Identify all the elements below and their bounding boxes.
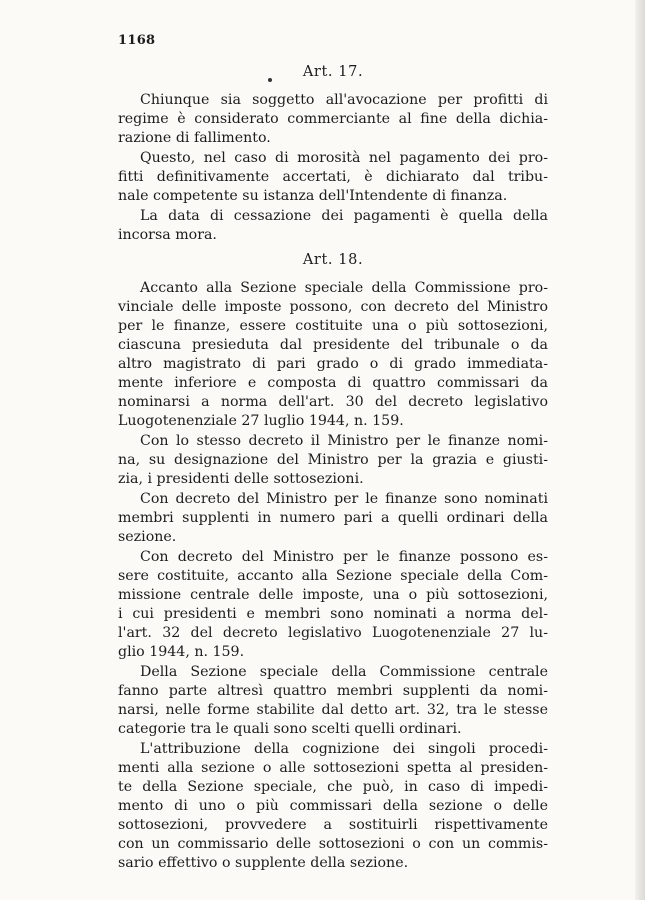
- text-line: L'attribuzione della cognizione dei singoli procedi-: [140, 741, 548, 757]
- text-line: nominarsi a norma dell'art. 30 del decreto legislativo: [118, 394, 548, 410]
- text-line: fitti definitivamente accertati, è dichiarato dal tribu-: [118, 169, 548, 185]
- text-line: Questo, nel caso di morosità nel pagamento dei pro-: [140, 150, 548, 166]
- text-line: Con decreto del Ministro per le finanze sono nominati: [140, 491, 548, 507]
- text-line: incorsa mora.: [118, 227, 217, 243]
- text-line: altro magistrato di pari grado o di grado immediata-: [118, 356, 548, 372]
- text-line: fanno parte altresì quattro membri supplenti da nomi-: [118, 683, 548, 699]
- text-line: mente inferiore e composta di quattro commissari da: [118, 375, 548, 391]
- text-line: sario effettivo o supplente della sezione.: [118, 855, 409, 871]
- text-line: glio 1944, n. 159.: [118, 644, 245, 660]
- text-line: categorie tra le quali sono scelti quelli ordinari.: [118, 721, 462, 737]
- text-line: i cui presidenti e membri sono nominati a norma del-: [118, 606, 548, 622]
- text-line: Chiunque sia soggetto all'avocazione per profitti di: [140, 92, 548, 108]
- text-line: vinciale delle imposte possono, con decreto del Ministro: [118, 299, 548, 315]
- text-line: ciascuna presieduta dal presidente del tribunale o da: [118, 337, 548, 353]
- text-line: per le finanze, essere costituite una o più sottosezioni,: [118, 318, 548, 334]
- page-number: 1168: [118, 33, 156, 48]
- text-line: mento di uno o più commissari della sezione o delle: [118, 798, 548, 814]
- text-line: sezione.: [118, 529, 177, 545]
- text-line: narsi, nelle forme stabilite dal detto art. 32, tra le stesse: [118, 702, 548, 718]
- text-line: Luogotenenziale 27 luglio 1944, n. 159.: [118, 413, 404, 429]
- text-line: Della Sezione speciale della Commissione centrale: [140, 664, 548, 680]
- text-line: La data di cessazione dei pagamenti è quella della: [140, 208, 548, 224]
- text-line: nale competente su istanza dell'Intendente di finanza.: [118, 188, 508, 204]
- text-line: zia, i presidenti delle sottosezioni.: [118, 471, 364, 487]
- text-line: membri supplenti in numero pari a quelli ordinari della: [118, 510, 548, 526]
- text-line: regime è considerato commerciante al fine della dichia-: [118, 111, 548, 127]
- text-line: Con lo stesso decreto il Ministro per le finanze nomi-: [140, 433, 548, 449]
- text-line: razione di fallimento.: [118, 130, 271, 146]
- text-line: Accanto alla Sezione speciale della Commissione pro-: [140, 280, 548, 296]
- article-17-heading: Art. 17.: [302, 64, 364, 80]
- text-line: menti alla sezione o alle sottosezioni spetta al presiden-: [118, 760, 548, 776]
- text-line: sottosezioni, provvedere a sostituirli rispettivamente: [118, 817, 548, 833]
- text-line: con un commissario delle sottosezioni o con un commis-: [118, 836, 548, 852]
- text-line: Con decreto del Ministro per le finanze possono es-: [140, 549, 548, 565]
- page-edge-shadow: [635, 0, 645, 900]
- article-18-heading: Art. 18.: [302, 252, 364, 268]
- text-line: sere costituite, accanto alla Sezione speciale della Com-: [118, 568, 548, 584]
- text-line: na, su designazione del Ministro per la grazia e giusti-: [118, 452, 548, 468]
- text-line: te della Sezione speciale, che può, in caso di impedi-: [118, 779, 548, 795]
- text-line: l'art. 32 del decreto legislativo Luogotenenziale 27 lu-: [118, 625, 548, 641]
- text-line: missione centrale delle imposte, una o più sottosezioni,: [118, 587, 548, 603]
